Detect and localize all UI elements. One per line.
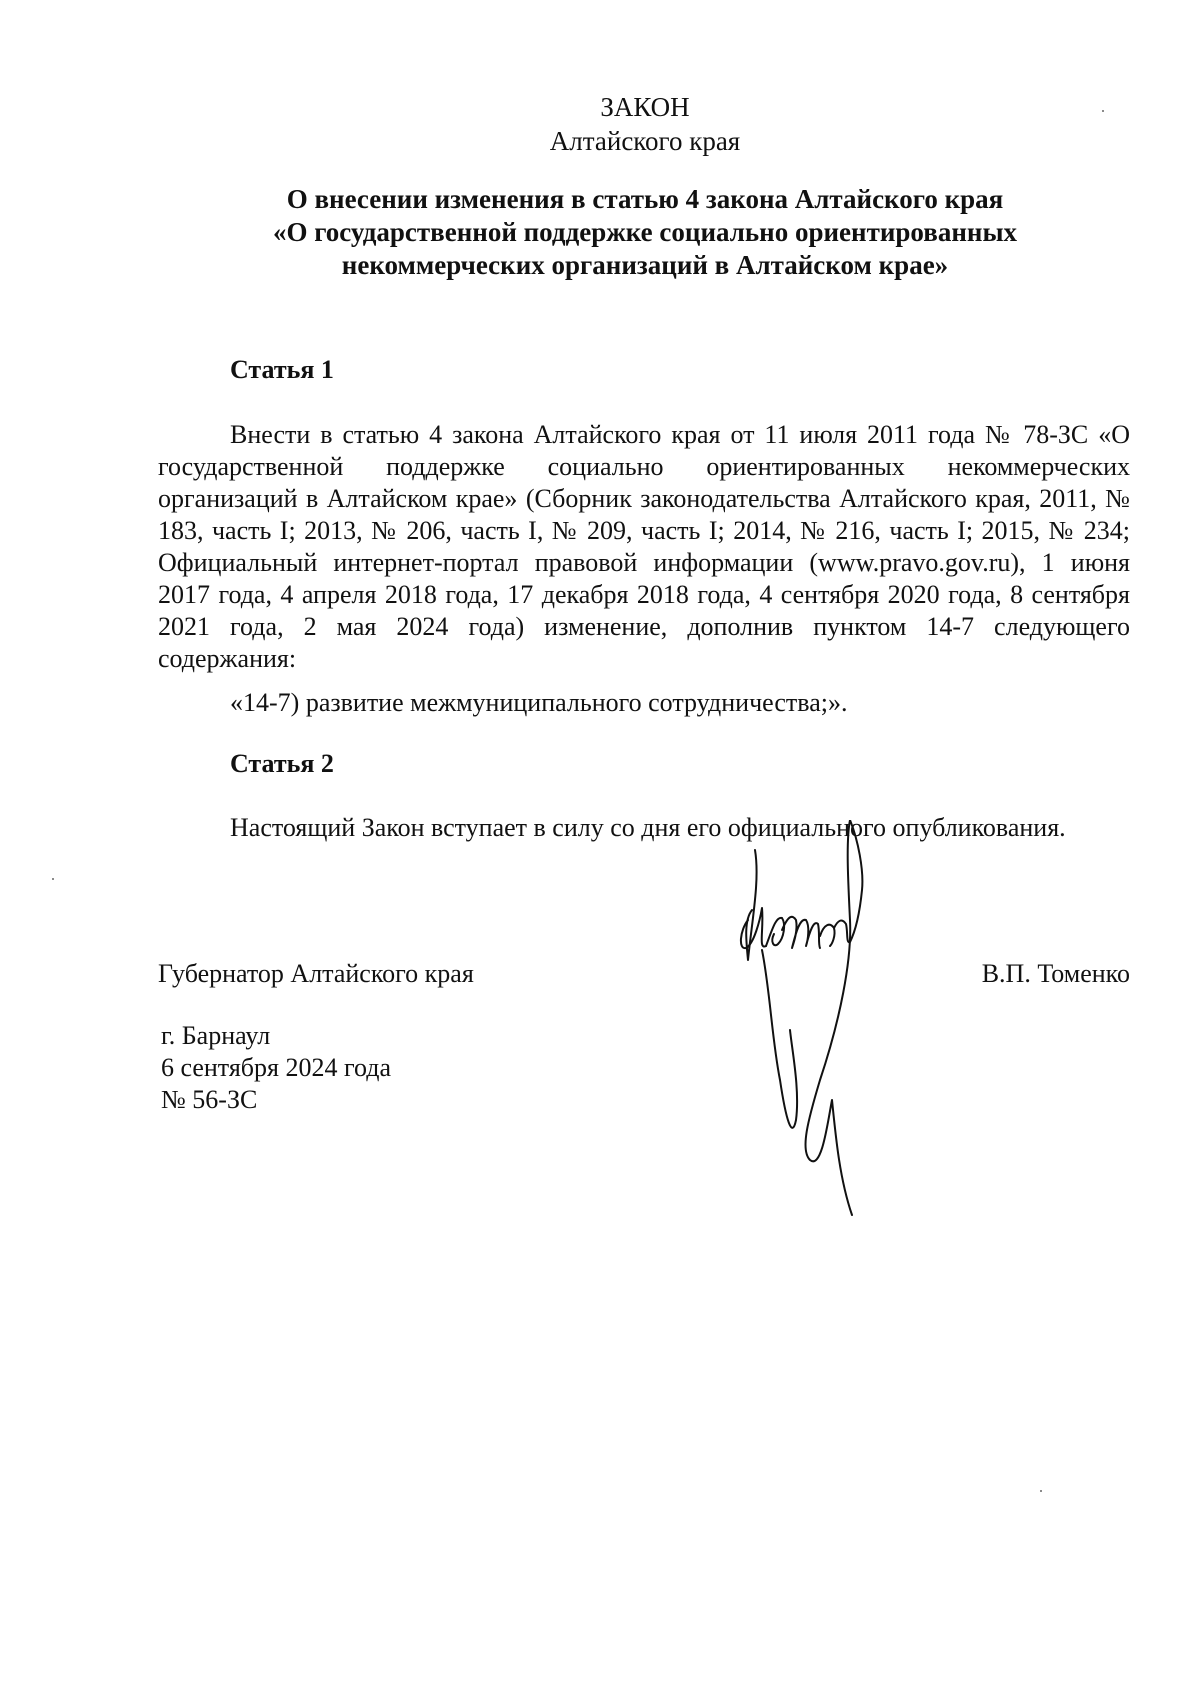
article-2-heading: Статья 2 xyxy=(230,749,334,778)
law-region: Алтайского края xyxy=(549,126,741,156)
scan-speck xyxy=(1040,1490,1042,1492)
place-date-block xyxy=(161,1020,391,1116)
article-1-body: Внести в статью 4 закона Алтайского края от 11 июля 2011 года № 78-ЗС «О государственной поддержке социально ориентированных некоммерческих организаций в Алтайском крае» (Сборник законодательства Алтайского края, 2011, № 183, часть I; 2013, № 206, часть I, № 209, часть I; 2014, № 216, часть I; 2015, № 234; Официальный интернет-портал правовой информации (www.pravo.gov.ru), 1 июня 2017 года, 4 апреля 2018 года, 17 декабря 2018 года, 4 сентября 2020 года, 8 сентября 2021 года, 2 мая 2024 года) изменение, дополнив пунктом 14-7 следующего содержания: xyxy=(158,420,1130,673)
city: г. Барнаул xyxy=(161,1021,271,1050)
law-title-line-3: некоммерческих организаций в Алтайском крае» xyxy=(341,250,949,280)
law-title xyxy=(150,183,1140,282)
signer-position: Губернатор Алтайского края xyxy=(158,959,474,988)
law-number: № 56-ЗС xyxy=(161,1085,258,1114)
signing-date: 6 сентября 2024 года xyxy=(161,1053,392,1082)
law-heading: ЗАКОН xyxy=(600,92,690,122)
article-1-heading: Статья 1 xyxy=(230,355,334,384)
article-1-quote: «14-7) развитие межмуниципального сотрудничества;». xyxy=(230,688,848,717)
law-title-line-1: О внесении изменения в статью 4 закона Алтайского края xyxy=(286,184,1004,214)
article-2-body: Настоящий Закон вступает в силу со дня его официального опубликования. xyxy=(230,813,1066,842)
scan-speck xyxy=(52,878,54,880)
signer-name: В.П. Томенко xyxy=(981,959,1130,988)
handwritten-signature xyxy=(700,820,920,1240)
law-title-line-2: «О государственной поддержке социально ориентированных xyxy=(272,217,1018,247)
scan-speck xyxy=(1102,110,1104,112)
